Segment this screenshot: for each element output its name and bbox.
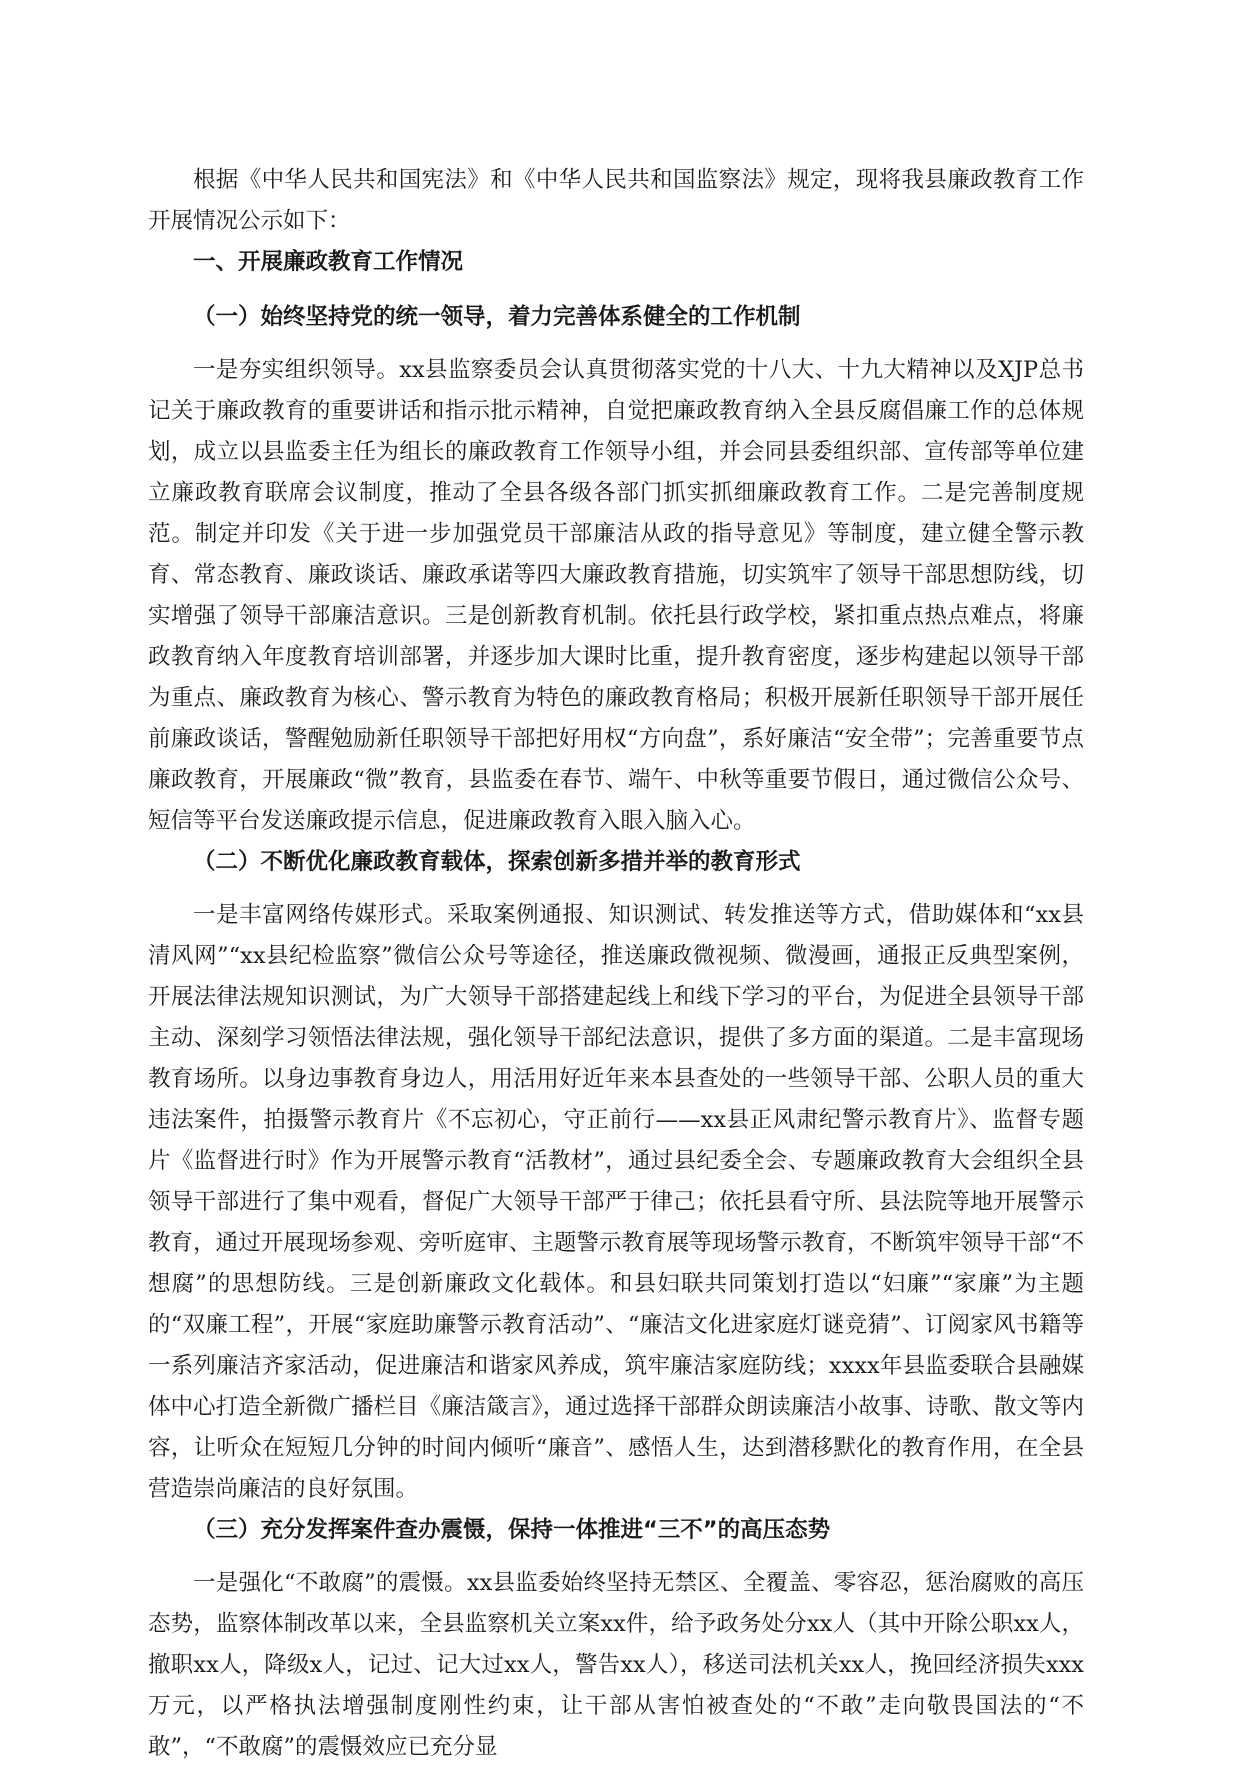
subsection-3-paragraph: 一是强化“不敢腐”的震慑。xx县监委始终坚持无禁区、全覆盖、零容忍，惩治腐败的高压态势，监察体制改革以来，全县监察机关立案xx件，给予政务处分xx人（其中开除公职xx人，撤职xx人，降级x人，记过、记大过xx人，警告xx人），移送司法机关xx人，挽回经济损失xxx万元，以严格执法增强制度刚性约束，让干部从害怕被查处的“不敢”走向敬畏国法的“不敢”，“不敢腐”的震慑效应已充分显 bbox=[148, 1570, 1084, 1760]
subsection-2-heading: （二）不断优化廉政教育载体，探索创新多措并举的教育形式 bbox=[193, 849, 801, 875]
intro-paragraph: 根据《中华人民共和国宪法》和《中华人民共和国监察法》规定，现将我县廉政教育工作开展情况公示如下： bbox=[148, 167, 1084, 234]
subsection-3-heading: （三）充分发挥案件查办震慑，保持一体推进“三不”的高压态势 bbox=[193, 1517, 831, 1543]
subsection-2-paragraph: 一是丰富网络传媒形式。采取案例通报、知识测试、转发推送等方式，借助媒体和“xx县清风网”“xx县纪检监察”微信公众号等途径，推送廉政微视频、微漫画，通报正反典型案例，开展法律法规知识测试，为广大领导干部搭建起线上和线下学习的平台，为促进全县领导干部主动、深刻学习领悟法律法规，强化领导干部纪法意识，提供了多方面的渠道。二是丰富现场教育场所。以身边事教育身边人，用活用好近年来本县查处的一些领导干部、公职人员的重大违法案件，拍摄警示教育片《不忘初心，守正前行——xx县正风肃纪警示教育片》、监督专题片《监督进行时》作为开展警示教育“活教材”，通过县纪委全会、专题廉政教育大会组织全县领导干部进行了集中观看，督促广大领导干部严于律己；依托县看守所、县法院等地开展警示教育，通过开展现场参观、旁听庭审、主题警示教育展等现场警示教育，不断筑牢领导干部“不想腐”的思想防线。三是创新廉政文化载体。和县妇联共同策划打造以“妇廉”“家廉”为主题的“双廉工程”，开展“家庭助廉警示教育活动”、“廉洁文化进家庭灯谜竞猜”、订阅家风书籍等一系列廉洁齐家活动，促进廉洁和谐家风养成，筑牢廉洁家庭防线；xxxx年县监委联合县融媒体中心打造全新微广播栏目《廉洁箴言》，通过选择干部群众朗读廉洁小故事、诗歌、散文等内容，让听众在短短几分钟的时间内倾听“廉音”、感悟人生，达到潜移默化的教育作用，在全县营造崇尚廉洁的良好氛围。 bbox=[148, 902, 1084, 1502]
subsection-1-heading: （一）始终坚持党的统一领导，着力完善体系健全的工作机制 bbox=[193, 304, 801, 330]
document-body bbox=[148, 160, 1084, 1768]
section-1-heading: 一、开展廉政教育工作情况 bbox=[193, 249, 464, 275]
subsection-1-paragraph: 一是夯实组织领导。xx县监察委员会认真贯彻落实党的十八大、十九大精神以及XJP总书记关于廉政教育的重要讲话和指示批示精神，自觉把廉政教育纳入全县反腐倡廉工作的总体规划，成立以县监委主任为组长的廉政教育工作领导小组，并会同县委组织部、宣传部等单位建立廉政教育联席会议制度，推动了全县各级各部门抓实抓细廉政教育工作。二是完善制度规范。制定并印发《关于进一步加强党员干部廉洁从政的指导意见》等制度，建立健全警示教育、常态教育、廉政谈话、廉政承诺等四大廉政教育措施，切实筑牢了领导干部思想防线，切实增强了领导干部廉洁意识。三是创新教育机制。依托县行政学校，紧扣重点热点难点，将廉政教育纳入年度教育培训部署，并逐步加大课时比重，提升教育密度，逐步构建起以领导干部为重点、廉政教育为核心、警示教育为特色的廉政教育格局；积极开展新任职领导干部开展任前廉政谈话，警醒勉励新任职领导干部把好用权“方向盘”，系好廉洁“安全带”；完善重要节点廉政教育，开展廉政“微”教育，县监委在春节、端午、中秋等重要节假日，通过微信公众号、短信等平台发送廉政提示信息，促进廉政教育入眼入脑入心。 bbox=[148, 357, 1084, 834]
